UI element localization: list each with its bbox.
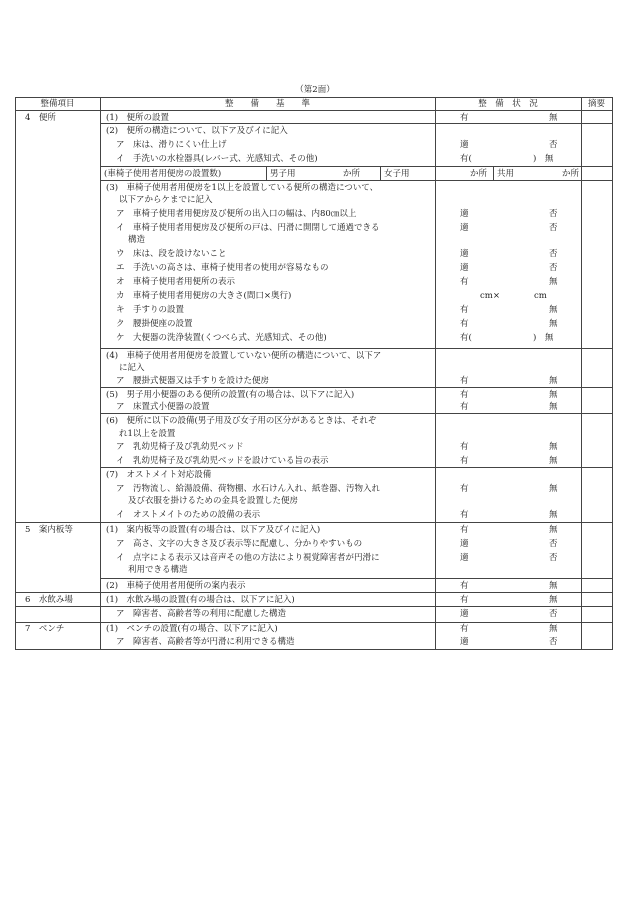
criterion-line: (車椅子使用者用便房の設置数) [104,169,222,179]
section-water-fountain: 6 水飲み場 [25,595,73,605]
criterion-line: エ 手洗いの高さは、車椅子使用者の使用が容易なもの [116,263,329,273]
criterion-line: ア 車椅子使用者用便房及び便所の出入口の幅は、内80㎝以上 [116,209,357,219]
status-no: 無 [549,484,558,494]
status-no: 無 [549,113,558,123]
criterion-line: イ 手洗いの水栓器具(レバー式、光感知式、その他) [116,154,318,164]
status-no: 無 [549,595,558,605]
status-yes: 有 [460,113,469,123]
status-no: 無 [549,525,558,535]
criterion-line: ケ 大便器の洗浄装置(くつべら式、光感知式、その他) [116,333,327,343]
criterion-line: ア 障害者、高齢者等の利用に配慮した構造 [116,609,287,619]
header-status: 整 備 状 況 [478,99,538,109]
status-no: 無 [549,624,558,634]
status-yes: 有 [460,442,469,452]
criterion-line: ク 腰掛便座の設置 [116,319,193,329]
criterion-line: ア 乳幼児椅子及び乳幼児ベッド [116,442,244,452]
criterion-line: 構造 [128,235,146,245]
status-yes: 有 [460,510,469,520]
criterion-line: (7) オストメイト対応設備 [106,470,212,480]
status-ng: 否 [549,637,558,647]
count-female-unit: か所 [470,169,488,179]
status-yes: 有 [460,581,469,591]
status-no: 無 [549,390,558,400]
status-yes: 有 [460,595,469,605]
status-no: 無 [549,456,558,466]
status-no: 無 [549,510,558,520]
status-yes-paren: 有( [460,154,472,164]
status-yes: 有 [460,484,469,494]
status-no: 無 [549,581,558,591]
criterion-line: (1) ベンチの設置(有の場合、以下アに記入) [106,624,278,634]
header-standard: 整 備 基 準 [224,99,310,109]
status-ng: 否 [549,263,558,273]
criterion-line: ア 床は、滑りにくい仕上げ [116,140,227,150]
criterion-line: (1) 水飲み場の設置(有の場合は、以下アに記入) [106,595,295,605]
criterion-line: キ 手すりの設置 [116,305,185,315]
header-item: 整備項目 [40,99,75,109]
criterion-line: (1) 便所の設置 [106,113,170,123]
criterion-line: れ1以上を設置 [119,429,176,439]
header-remarks: 摘要 [587,99,605,109]
status-yes: 有 [460,525,469,535]
criterion-line: ア 腰掛式便器又は手すりを設けた便房 [116,376,270,386]
criterion-line: (2) 車椅子使用者用便所の案内表示 [106,581,246,591]
status-yes: 有 [460,390,469,400]
criterion-line: (1) 案内板等の設置(有の場合は、以下ア及びイに記入) [106,525,321,535]
status-ng: 否 [549,209,558,219]
criterion-line: イ 点字による表示又は音声その他の方法により視覚障害者が円滑に [116,553,380,563]
criterion-line: 利用できる構造 [128,565,188,575]
criterion-line: イ 乳幼児椅子及び乳幼児ベッドを設けている旨の表示 [116,456,329,466]
status-yes: 有 [460,319,469,329]
status-values [0,97,630,657]
status-ok: 適 [460,553,469,563]
status-no: 無 [549,376,558,386]
status-ng: 否 [549,249,558,259]
count-female-label: 女子用 [384,169,410,179]
status-yes: 有 [460,402,469,412]
status-no: 無 [549,277,558,287]
status-yes: 有 [460,305,469,315]
status-ok: 適 [460,249,469,259]
criterion-line: オ 車椅子使用者用便所の表示 [116,277,236,287]
criterion-line: ア 汚物流し、給湯設備、荷物棚、水石けん入れ、紙巻器、汚物入れ [116,484,381,494]
status-ok: 適 [460,223,469,233]
status-no: 無 [549,319,558,329]
count-shared-label: 共用 [497,169,515,179]
status-paren-no: ) 無 [533,154,554,164]
criterion-line: ウ 床は、段を設けないこと [116,249,227,259]
criterion-line: イ 車椅子使用者用便房及び便所の戸は、円滑に開閉して通過できる [116,223,380,233]
criterion-line: ア 床置式小便器の設置 [116,402,210,412]
criterion-line: 以下アからケまでに記入 [119,195,213,205]
status-ok: 適 [460,637,469,647]
status-yes: 有 [460,624,469,634]
count-shared-unit: か所 [562,169,580,179]
status-no: 無 [549,442,558,452]
status-ok: 適 [460,609,469,619]
status-ok: 適 [460,539,469,549]
status-ng: 否 [549,553,558,563]
section-toilet: 4 便所 [25,113,56,123]
size-entry: cm× cm [480,291,547,301]
section-signage: 5 案内板等 [25,525,73,535]
status-ng: 否 [549,223,558,233]
page-number: （第2面） [295,85,335,95]
status-paren-no: ) 無 [533,333,554,343]
criterion-line: (3) 車椅子使用者用便房を1以上を設置している便所の構造について、 [106,183,379,193]
status-no: 無 [549,305,558,315]
status-ok: 適 [460,140,469,150]
count-male-label: 男子用 [270,169,296,179]
status-ok: 適 [460,209,469,219]
status-yes: 有 [460,376,469,386]
status-yes-paren: 有( [460,333,472,343]
criterion-line: ア 障害者、高齢者等が円滑に利用できる構造 [116,637,295,647]
section-bench-label: 7 ベンチ [25,624,65,634]
criterion-line: (6) 便所に以下の設備(男子用及び女子用の区分があるときは、それぞ [106,416,377,426]
criterion-line: (5) 男子用小便器のある便所の設置(有の場合は、以下アに記入) [106,390,355,400]
status-no: 無 [549,402,558,412]
criterion-line: イ オストメイトのための設備の表示 [116,510,261,520]
status-ng: 否 [549,539,558,549]
status-ng: 否 [549,140,558,150]
status-yes: 有 [460,277,469,287]
criterion-line: カ 車椅子使用者用便房の大きさ(間口×奥行) [116,291,292,301]
criterion-line: 及び衣服を掛けるための金具を設置した便房 [128,496,299,506]
status-yes: 有 [460,456,469,466]
criterion-line: (4) 車椅子使用者用便房を設置していない便所の構造について、以下ア [106,351,382,361]
criterion-line: (2) 便所の構造について、以下ア及びイに記入 [106,126,288,136]
criterion-line: ア 高さ、文字の大きさ及び表示等に配慮し、分かりやすいもの [116,539,363,549]
status-ng: 否 [549,609,558,619]
status-ok: 適 [460,263,469,273]
count-male-unit: か所 [343,169,361,179]
criterion-line: に記入 [119,363,145,373]
